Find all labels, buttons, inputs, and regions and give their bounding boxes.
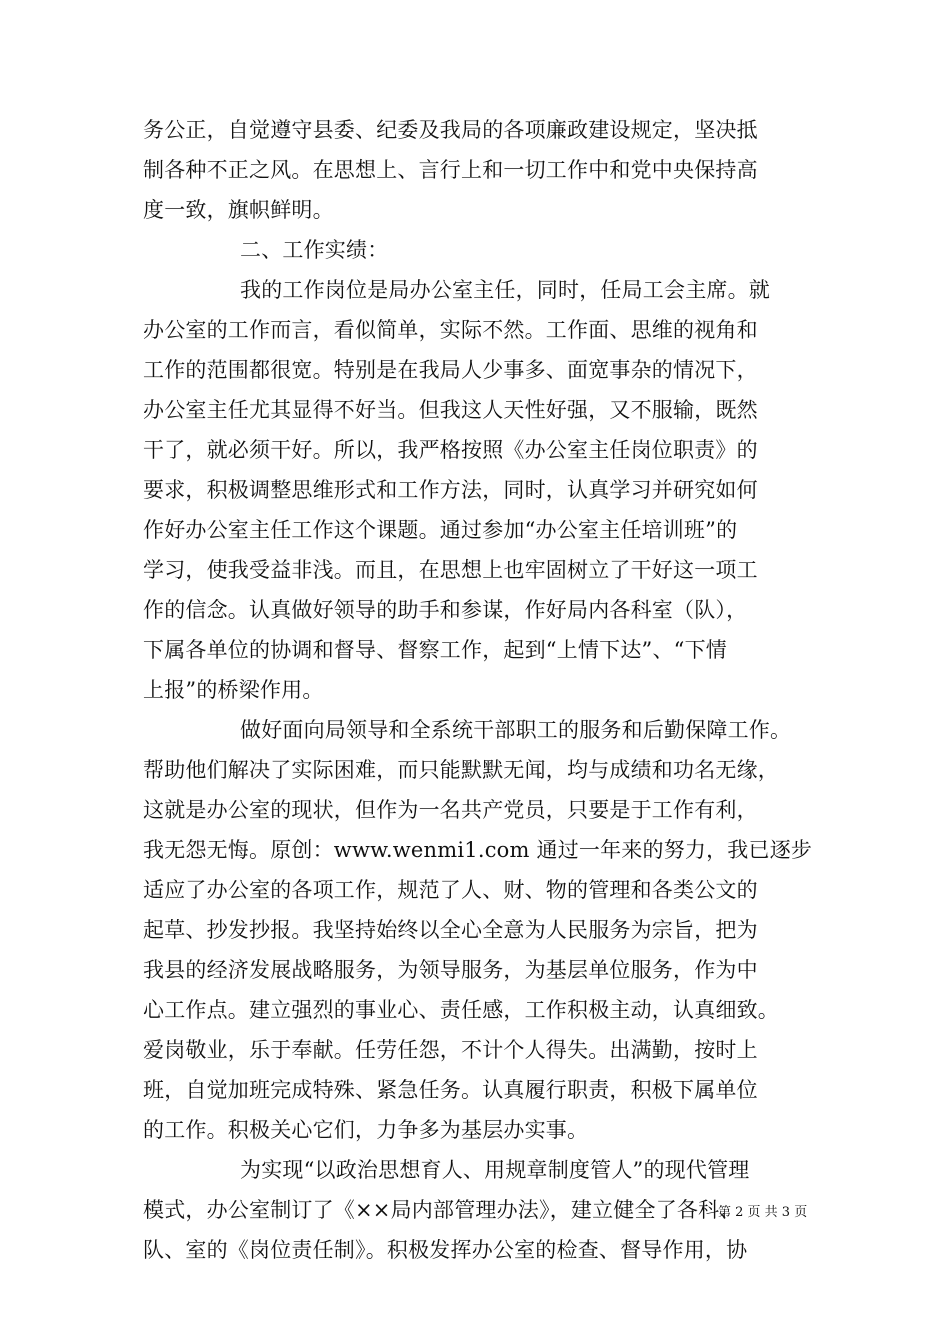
text-line: 制各种不正之风。在思想上、言行上和一切工作中和党中央保持高 xyxy=(143,158,758,182)
text-line: 做好面向局领导和全系统干部职工的服务和后勤保障工作。 xyxy=(240,718,792,742)
text-line: 的工作。积极关心它们，力争多为基层办实事。 xyxy=(143,1118,589,1142)
text-line: 作好办公室主任工作这个课题。通过参加“办公室主任培训班”的 xyxy=(143,518,738,542)
text-line: 我县的经济发展战略服务，为领导服务，为基层单位服务，作为中 xyxy=(143,958,758,982)
text-line: 起草、抄发抄报。我坚持始终以全心全意为人民服务为宗旨，把为 xyxy=(143,918,758,942)
text-line: 办公室主任尤其显得不好当。但我这人天性好强，又不服输，既然 xyxy=(143,398,758,422)
text-line: 这就是办公室的现状，但作为一名共产党员，只要是于工作有利， xyxy=(143,798,758,822)
text-line: 学习，使我受益非浅。而且，在思想上也牢固树立了干好这一项工 xyxy=(143,558,758,582)
text-line: 为实现“以政治思想育人、用规章制度管人”的现代管理 xyxy=(240,1158,750,1182)
page-number: 第 2 页 共 3 页 xyxy=(718,1205,808,1220)
text-line: 下属各单位的协调和督导、督察工作，起到“上情下达”、“下情 xyxy=(143,638,728,662)
text-line: 队、室的《岗位责任制》。积极发挥办公室的检查、督导作用，协 xyxy=(143,1238,748,1262)
text-line: 我无怨无悔。原创：www.wenmi1.com 通过一年来的努力，我已逐步 xyxy=(143,838,813,862)
text-line: 上报”的桥梁作用。 xyxy=(143,678,324,702)
text-line: 模式，办公室制订了《××局内部管理办法》，建立健全了各科、 xyxy=(143,1198,741,1222)
text-line: 我的工作岗位是局办公室主任，同时，任局工会主席。就 xyxy=(240,278,770,302)
text-line: 帮助他们解决了实际困难，而只能默默无闻，均与成绩和功名无缘， xyxy=(143,758,779,782)
text-line: 爱岗敬业，乐于奉献。任劳任怨，不计个人得失。出满勤，按时上 xyxy=(143,1038,758,1062)
text-line: 干了，就必须干好。所以，我严格按照《办公室主任岗位职责》的 xyxy=(143,438,758,462)
section-heading: 二、工作实绩： xyxy=(240,238,389,262)
text-line: 班，自觉加班完成特殊、紧急任务。认真履行职责，积极下属单位 xyxy=(143,1078,758,1102)
text-line: 度一致，旗帜鲜明。 xyxy=(143,198,334,222)
text-line: 务公正，自觉遵守县委、纪委及我局的各项廉政建设规定，坚决抵 xyxy=(143,118,758,142)
text-line: 适应了办公室的各项工作，规范了人、财、物的管理和各类公文的 xyxy=(143,878,758,902)
text-line: 作的信念。认真做好领导的助手和参谋，作好局内各科室（队）， xyxy=(143,598,748,622)
text-line: 办公室的工作而言，看似简单，实际不然。工作面、思维的视角和 xyxy=(143,318,758,342)
text-line: 心工作点。建立强烈的事业心、责任感，工作积极主动，认真细致。 xyxy=(143,998,779,1022)
text-line: 工作的范围都很宽。特别是在我局人少事多、面宽事杂的情况下， xyxy=(143,358,758,382)
text-line: 要求，积极调整思维形式和工作方法，同时，认真学习并研究如何 xyxy=(143,478,758,502)
